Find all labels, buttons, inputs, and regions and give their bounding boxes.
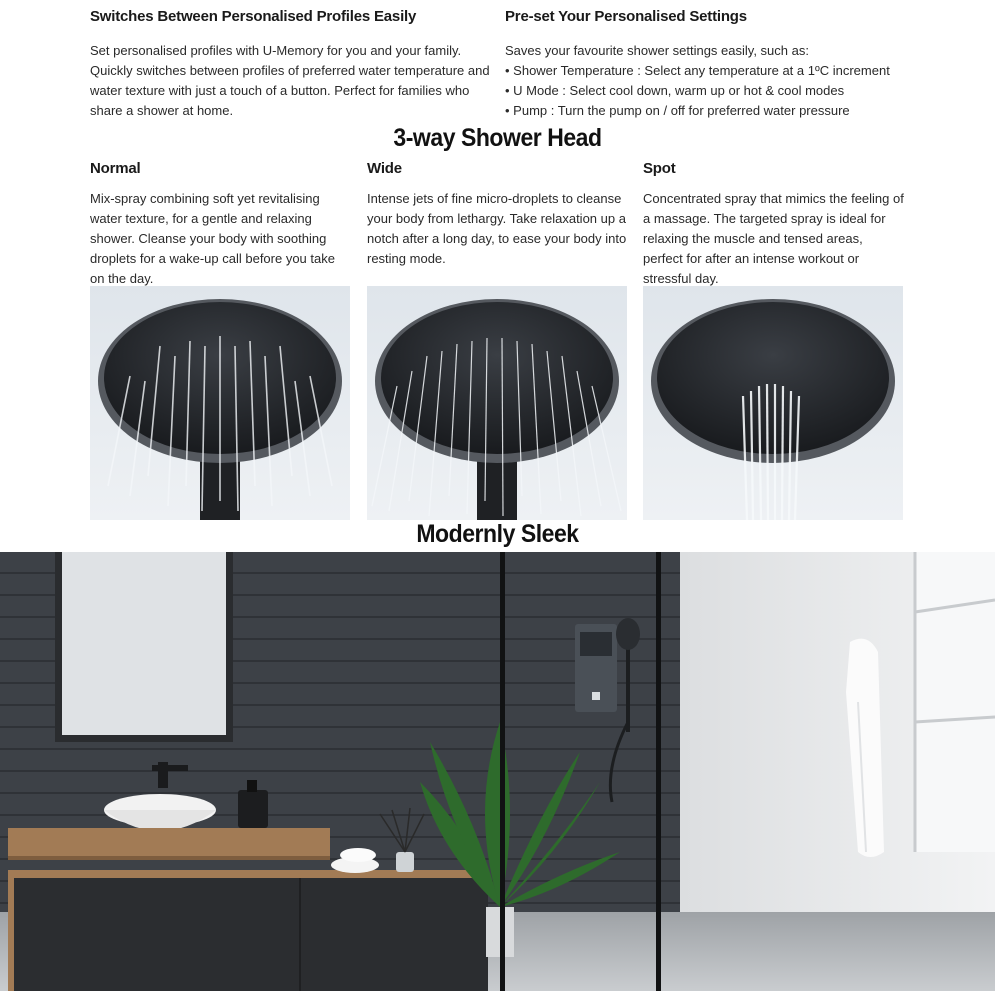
feature-profiles-title: Switches Between Personalised Profiles Easily: [90, 8, 417, 25]
shower-head-title: 3-way Shower Head: [393, 124, 602, 152]
preset-item: • U Mode : Select cool down, warm up or hot & cool modes: [505, 83, 845, 98]
sleek-title: Modernly Sleek: [416, 520, 579, 548]
mode-name: Normal: [90, 160, 141, 177]
mode-spot: [643, 160, 905, 289]
spot-spray-image: [643, 286, 903, 520]
feature-presets-intro: Saves your favourite shower settings easily, such as:: [505, 43, 809, 58]
normal-spray-image: [90, 286, 350, 520]
feature-profiles-body: Set personalised profiles with U-Memory for you and your family. Quickly switches between profiles of preferred water temperature and water texture with just a touch of a button. Perfect for families who share a shower at home.: [90, 43, 490, 118]
preset-item: • Shower Temperature : Select any temperature at a 1ºC increment: [505, 63, 890, 78]
mode-name: Wide: [367, 160, 402, 177]
wide-spray-image: [367, 286, 627, 520]
mode-description: Mix-spray combining soft yet revitalising water texture, for a gentle and relaxing shower. Cleanse your body with soothing droplets for a wake-up call before you take on the day.: [90, 191, 335, 286]
feature-presets: [505, 8, 925, 121]
preset-item: • Pump : Turn the pump on / off for preferred water pressure: [505, 103, 850, 118]
bathroom-scene-image: [0, 552, 995, 991]
mode-name: Spot: [643, 160, 676, 177]
feature-profiles: [90, 8, 490, 121]
mode-normal: [90, 160, 352, 289]
mode-description: Intense jets of fine micro-droplets to cleanse your body from lethargy. Take relaxation up a notch after a long day, to ease your body into resting mode.: [367, 191, 627, 266]
feature-presets-title: Pre-set Your Personalised Settings: [505, 8, 747, 25]
mode-description: Concentrated spray that mimics the feeling of a massage. The targeted spray is ideal for relaxing the muscle and tensed areas, perfect for after an intense workout or stressful day.: [643, 191, 904, 286]
mode-wide: [367, 160, 629, 269]
